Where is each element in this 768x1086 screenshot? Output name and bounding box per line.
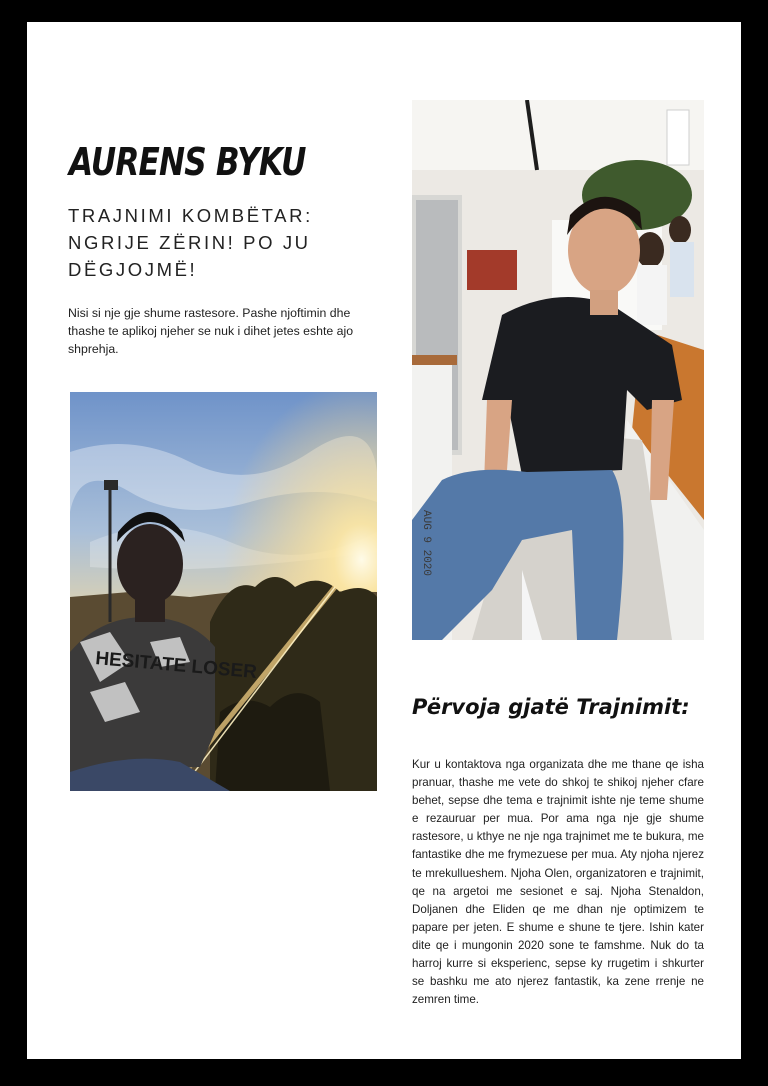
document-page — [27, 22, 741, 1059]
experience-paragraph: Kur u kontaktova nga organizata dhe me thane qe isha pranuar, thashe me vete do shkoj te shikoj njeher cfare behet, sepse dhe tema e trajnimit ishte nje teme shume e rezauruar per mua. Por ama nga nje gje shume rastesore, u kthye ne nje nga trajnimet me te bukura, me fantastike dhe me frymezuese per mua. Aty njoha njerez te mrekullueshem. Njoha Olen, organizatoren e trajnimit, qe na argetoi me sesionet e saj. Njoha Stenaldon, Doljanen dhe Eliden qe me dhan nje optimizem te papare per jeten. E shume e shune te tjere. Ishin kater dite qe i mungonin 2020 sone te famshme. Nuk do ta harroj kurre si eksperienc, sepse ky rrugetim i shkurter se bashku me ato njerez fantastik, ka zene rrenje ne zemren time. — [412, 758, 704, 1007]
person-name: AURENS BYKU — [69, 140, 306, 184]
shirt-print: HESITATE LOSER — [94, 648, 258, 684]
sunset-portrait-photo — [70, 392, 377, 791]
experience-heading: Përvoja gjatë Trajnimit: — [412, 695, 690, 719]
kitchen-portrait-photo — [412, 100, 704, 640]
training-title: TRAJNIMI KOMBËTAR: NGRIJE ZËRIN! PO JU DËGJOJMË! — [68, 205, 313, 280]
intro-paragraph: Nisi si nje gje shume rastesore. Pashe njoftimin dhe thashe te aplikoj njeher se nuk i dihet jetes eshte ajo shprehja. — [68, 306, 354, 356]
photo-date-stamp: AUG 9 2020 — [420, 510, 432, 577]
